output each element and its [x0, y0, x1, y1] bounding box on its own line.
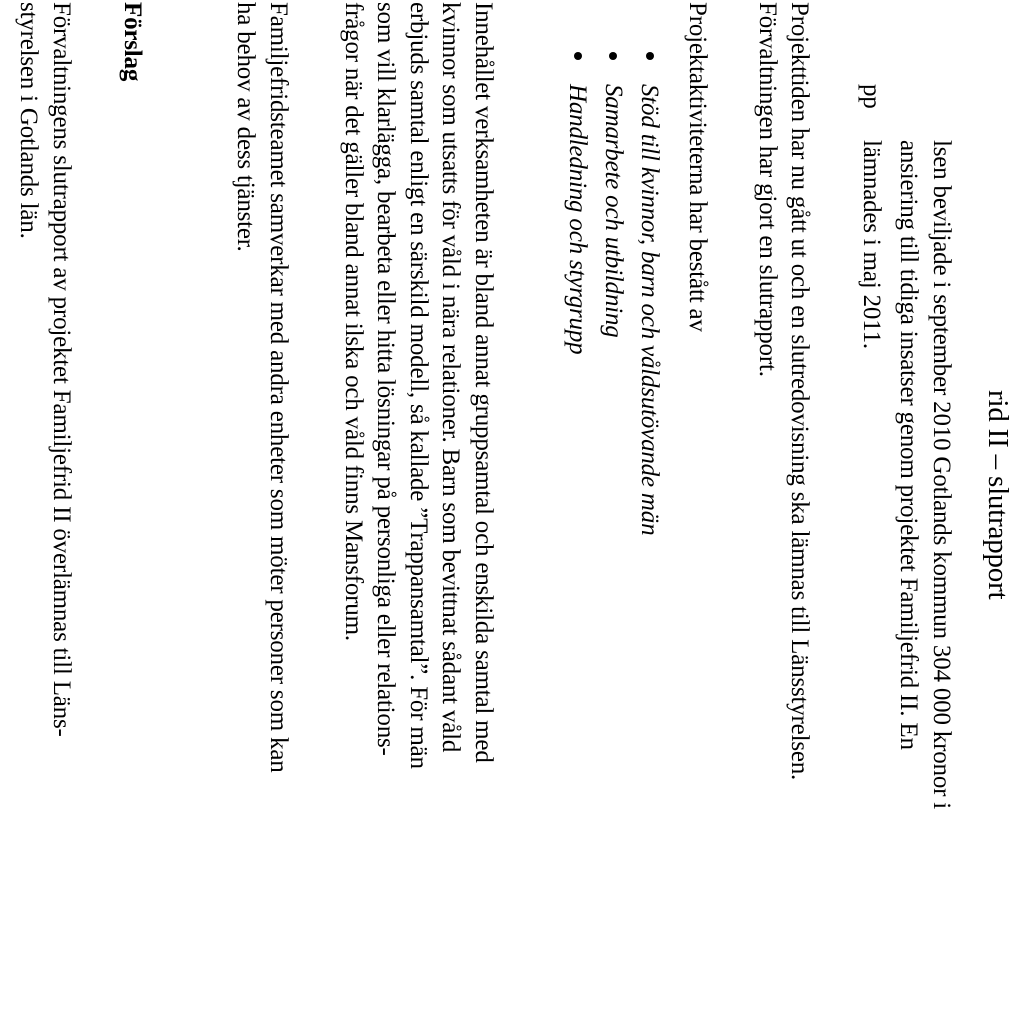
- intro-line-3: lämnades i maj 2011.: [858, 140, 885, 349]
- content-line-1: Innehållet verksamheten är bland annat gruppsamtal och enskilda samtal med: [470, 2, 497, 763]
- content-line-3: erbjuds samtal enligt en särskild modell, så kallade ”Trappansamtal”. För män: [405, 2, 432, 769]
- team-line-1: Familjefridsteamet samverkar med andra enheter som möter personer som kan: [265, 2, 292, 773]
- activities-intro: Projektaktiviteterna har bestått av: [684, 2, 711, 332]
- content-line-5: frågor när det gäller bland annat ilska och våld finns Mansforum.: [340, 2, 367, 641]
- intro-line-1: lsen beviljade i september 2010 Gotlands kommun 304 000 kronor i: [928, 140, 955, 810]
- proposal-heading: Förslag: [119, 2, 146, 82]
- activity-item-1: Stöd till kvinnor, barn och våldsutövande män: [636, 84, 663, 536]
- project-time-line-2: Förvaltningen har gjort en slutrapport.: [754, 2, 781, 377]
- intro-margin-label: pp: [858, 84, 885, 109]
- proposal-line-2: styrelsen i Gotlands län.: [15, 2, 42, 239]
- bullet-dot-2: [609, 52, 617, 60]
- project-time-line-1: Projekttiden har nu gått ut och en slutredovisning ska lämnas till Länsstyrelsen.: [786, 2, 813, 781]
- bullet-dot-1: [646, 52, 654, 60]
- page-title: rid II – slutrapport: [982, 390, 1014, 600]
- team-line-2: ha behov av dess tjänster.: [232, 2, 259, 252]
- content-line-2: kvinnor som utsatts för våld i nära relationer. Barn som bevittnat sådant våld: [437, 2, 464, 753]
- proposal-line-1: Förvaltningens slutrapport av projektet Familjefrid II överlämnas till Läns-: [48, 2, 75, 737]
- content-line-4: som vill klarlägga, bearbeta eller hitta lösningar på personliga eller relations-: [372, 2, 399, 756]
- intro-line-2: ansiering till tidiga insatser genom projektet Familjefrid II. En: [895, 140, 922, 750]
- activity-item-3: Handledning och styrgrupp: [564, 84, 591, 355]
- bullet-dot-3: [574, 52, 582, 60]
- activity-item-2: Samarbete och utbildning: [600, 84, 627, 338]
